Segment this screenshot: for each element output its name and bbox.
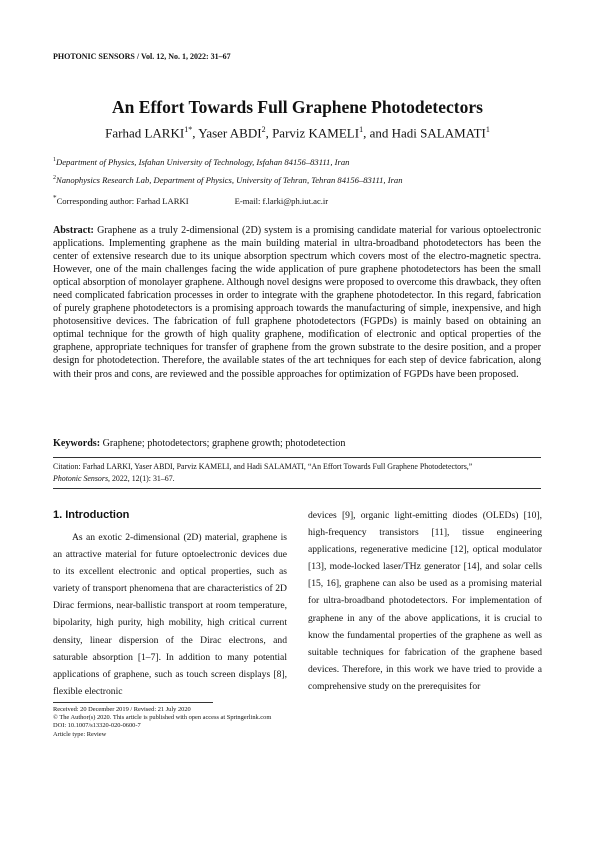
doi[interactable]: DOI: 10.1007/s13320-020-0600-7: [53, 722, 141, 730]
author-name: Hadi SALAMATI: [391, 125, 486, 141]
footer-divider: [53, 702, 213, 703]
abstract: [53, 224, 541, 381]
keywords-label: Keywords:: [53, 438, 101, 449]
section-heading: 1. Introduction: [53, 509, 130, 521]
affiliation-sup: 1: [53, 157, 56, 164]
body-column-left: As an exotic 2-dimensional (2D) material, graphene is an attractive material for future optoelectronic devices due to its excellent electronic and optical properties, such as variety of transport phenomena that are characteristics of 2D Dirac fermions, near-ballistic transport at room temperature, bipolarity, high purity, high mobility, high critical current density, linear dispersion of the Dirac electrons, and saturable absorption [1–7]. In addition to many potential applications of graphene, such as touch screen displays [8], flexible electronic: [53, 532, 287, 697]
citation: [53, 461, 541, 485]
affiliation-text: Nanophysics Research Lab, Department of Physics, University of Tehran, Tehran 84156–83111, Iran: [56, 175, 403, 185]
author-sup: 2: [261, 125, 266, 134]
affiliation-1: [53, 157, 349, 167]
affiliation-2: [53, 175, 403, 185]
corresponding-sup: *: [53, 194, 57, 202]
corresponding-author: [53, 194, 328, 206]
license-note: © The Author(s) 2020. This article is published with open access at Springerlink.com: [53, 714, 272, 722]
author-sup: 1: [359, 125, 364, 134]
author-name: Farhad LARKI: [105, 125, 185, 141]
received-dates: Received: 20 December 2019 / Revised: 21 July 2020: [53, 706, 191, 713]
keywords-text: Graphene; photodetectors; graphene growth; photodetection: [102, 438, 346, 449]
divider-bottom: [53, 488, 541, 489]
affiliation-text: Department of Physics, Isfahan University of Technology, Isfahan 84156–83111, Iran: [56, 157, 350, 167]
keywords: [53, 438, 541, 449]
citation-suffix: , 2022, 12(1): 31–67.: [108, 474, 175, 483]
citation-prefix: Citation: Farhad LARKI, Yaser ABDI, Parviz KAMELI, and Hadi SALAMATI, “An Effort Towards Full Graphene Photodetectors,”: [53, 462, 473, 471]
abstract-label: Abstract:: [53, 225, 94, 236]
footer-notes: [53, 706, 271, 739]
journal-header: PHOTONIC SENSORS / Vol. 12, No. 1, 2022: 31–67: [53, 52, 231, 61]
divider-top: [53, 457, 541, 458]
corresponding-text: Corresponding author: Farhad LARKI: [56, 195, 189, 206]
author-name: Yaser ABDI: [198, 125, 262, 141]
author-list: Farhad $LARKI^{1*}$, Yaser ABDI$^2$, Parviz KAMELI$^1$, and Hadi SALAMATI$^1$: [105, 125, 490, 141]
body-column-right: devices [9], organic light-emitting diodes (OLEDs) [10], high-frequency transistors [11], tissue engineering applications, regenerative medicine [12], optical modulator [13], mode-locked laser/THz generator [14], and solar cells [15, 16], graphene can also be used as a promising material for ultra-broadband photodetectors. For implementation of graphene in any of the above applications, it is crucial to know the fundamental properties of the graphene as well as suitable techniques for fabrication of the graphene based devices. Therefore, in this work we have tried to provide a comprehensive study on the prerequisites for: [308, 510, 542, 692]
affiliation-sup: 2: [53, 175, 56, 182]
email-link[interactable]: E-mail: f.larki@ph.iut.ac.ir: [234, 195, 329, 206]
citation-journal: Photonic Sensors: [53, 474, 109, 483]
article-type: Article type: Review: [53, 730, 107, 738]
author-sup: 1: [485, 125, 490, 134]
abstract-text: Graphene as a truly 2-dimensional (2D) system is a promising candidate material for various optoelectronic applications. Implementing graphene as the main building material in ultra-broadband photodetectors has been the center of extensive research due to its unique absorption spectrum which covers most of the electro-magnetic spectra. However, one of the main challenges facing the wide application of pure graphene photodetectors has been the small optical absorption of monolayer graphene. Although novel designs were proposed to overcome this drawback, they often need complicated fabrication processes in order to integrate with the graphene photodetector. In this regard, fabrication of purely graphene photodetectors is a promising approach towards the manufacturing of simple, inexpensive, and high photosensitive devices. The fabrication of full graphene photodetectors (FGPDs) is mainly based on obtaining an optimal technique for the growth of high quality graphene, modification of electronic and optical properties of the graphene, appropriate techniques for transfer of graphene from the grown substrate to the desire position, and a proper design for photodetection. Therefore, the available states of the art techniques for each step of device fabrication, along with their pros and cons, are reviewed and the possible approaches for optimization of FGPDs have been proposed.: [53, 225, 542, 380]
paper-title: An Effort Towards Full Graphene Photodetectors: [112, 97, 483, 117]
author-sup: 1*: [184, 125, 193, 134]
author-name: Parviz KAMELI: [272, 125, 360, 141]
